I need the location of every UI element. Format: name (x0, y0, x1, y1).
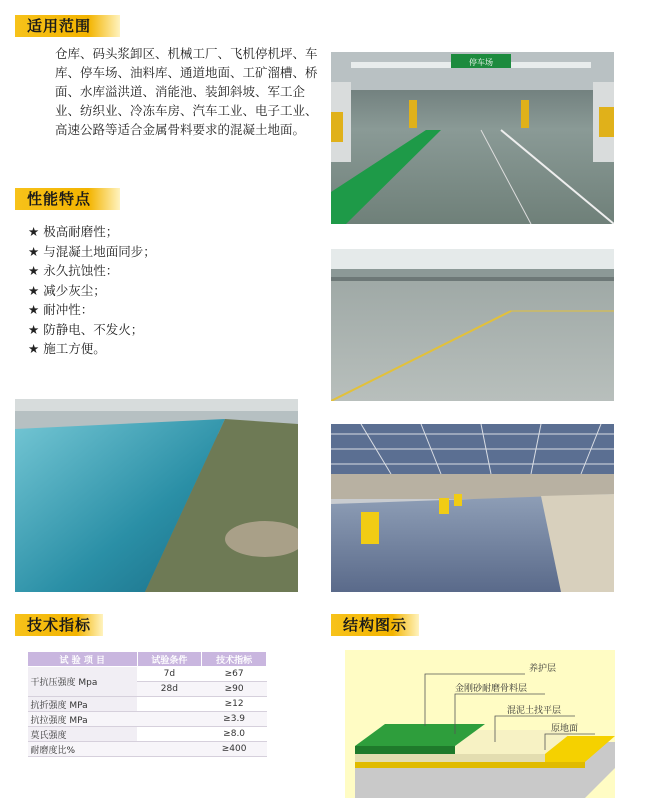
spec-row (28, 727, 267, 742)
spec-cell: ≥12 (202, 697, 267, 712)
feature-item: ★ 与混凝土地面同步； (28, 242, 156, 262)
spec-cell: ≥400 (202, 742, 267, 757)
spec-table (27, 651, 267, 757)
spec-cell: 莫氏强度 (28, 727, 138, 742)
spec-cell: 7d (137, 667, 202, 682)
layer-label: 原地面 (551, 724, 579, 734)
spec-cell: ≥3.9 (202, 712, 267, 727)
spec-heading: 技术指标 (15, 614, 103, 636)
spec-cell (137, 697, 202, 712)
spec-cell (137, 712, 202, 727)
spec-header-cell: 试验条件 (137, 652, 202, 667)
spec-row (28, 697, 267, 712)
spec-cell (137, 727, 202, 742)
spec-header-row (28, 652, 267, 667)
factory-floor-photo (331, 249, 614, 401)
structure-diagram (345, 650, 615, 798)
garage-photo (331, 52, 614, 224)
spec-row (28, 667, 267, 682)
spec-cell: 耐磨度比% (28, 742, 138, 757)
features-list (28, 222, 156, 359)
spec-cell (137, 742, 202, 757)
layer-label: 金刚砂耐磨骨料层 (455, 684, 528, 694)
spec-header-cell: 技术指标 (202, 652, 267, 667)
layer-label: 养护层 (529, 664, 557, 674)
feature-item: ★ 耐冲性： (28, 300, 156, 320)
spec-row (28, 742, 267, 757)
garage-sign-text: 停车场 (469, 58, 493, 67)
feature-item: ★ 防静电、不发火； (28, 320, 156, 340)
features-heading: 性能特点 (15, 188, 120, 210)
scope-paragraph: 仓库、码头浆卸区、机械工厂、飞机停机坪、车库、停车场、油料库、通道地面、工矿溜槽、桥面、水库溢洪道、消能池、装卸斜坡、军工企业、纺织业、冷冻车房、汽车工业、电子工业、高速公路等适合金属骨料要求的混凝土地面。 (55, 46, 318, 137)
spec-cell: ≥90 (202, 682, 267, 697)
spec-cell: 抗拉强度 MPa (28, 712, 138, 727)
spec-cell: ≥8.0 (202, 727, 267, 742)
feature-item: ★ 极高耐磨性； (28, 222, 156, 242)
structure-heading: 结构图示 (331, 614, 419, 636)
spec-row (28, 712, 267, 727)
feature-item: ★ 减少灰尘； (28, 281, 156, 301)
epoxy-floor-photo (15, 399, 298, 592)
construction-photo (331, 424, 614, 592)
feature-item: ★ 永久抗蚀性： (28, 261, 156, 281)
scope-heading: 适用范围 (15, 15, 120, 37)
spec-cell: ≥67 (202, 667, 267, 682)
spec-cell: 28d (137, 682, 202, 697)
layer-label: 混泥土找平层 (507, 706, 562, 716)
feature-item: ★ 施工方便。 (28, 339, 156, 359)
spec-header-cell: 试 验 项 目 (28, 652, 138, 667)
spec-cell: 抗折强度 MPa (28, 697, 138, 712)
spec-cell: 干抗压强度 Mpa (28, 667, 138, 697)
